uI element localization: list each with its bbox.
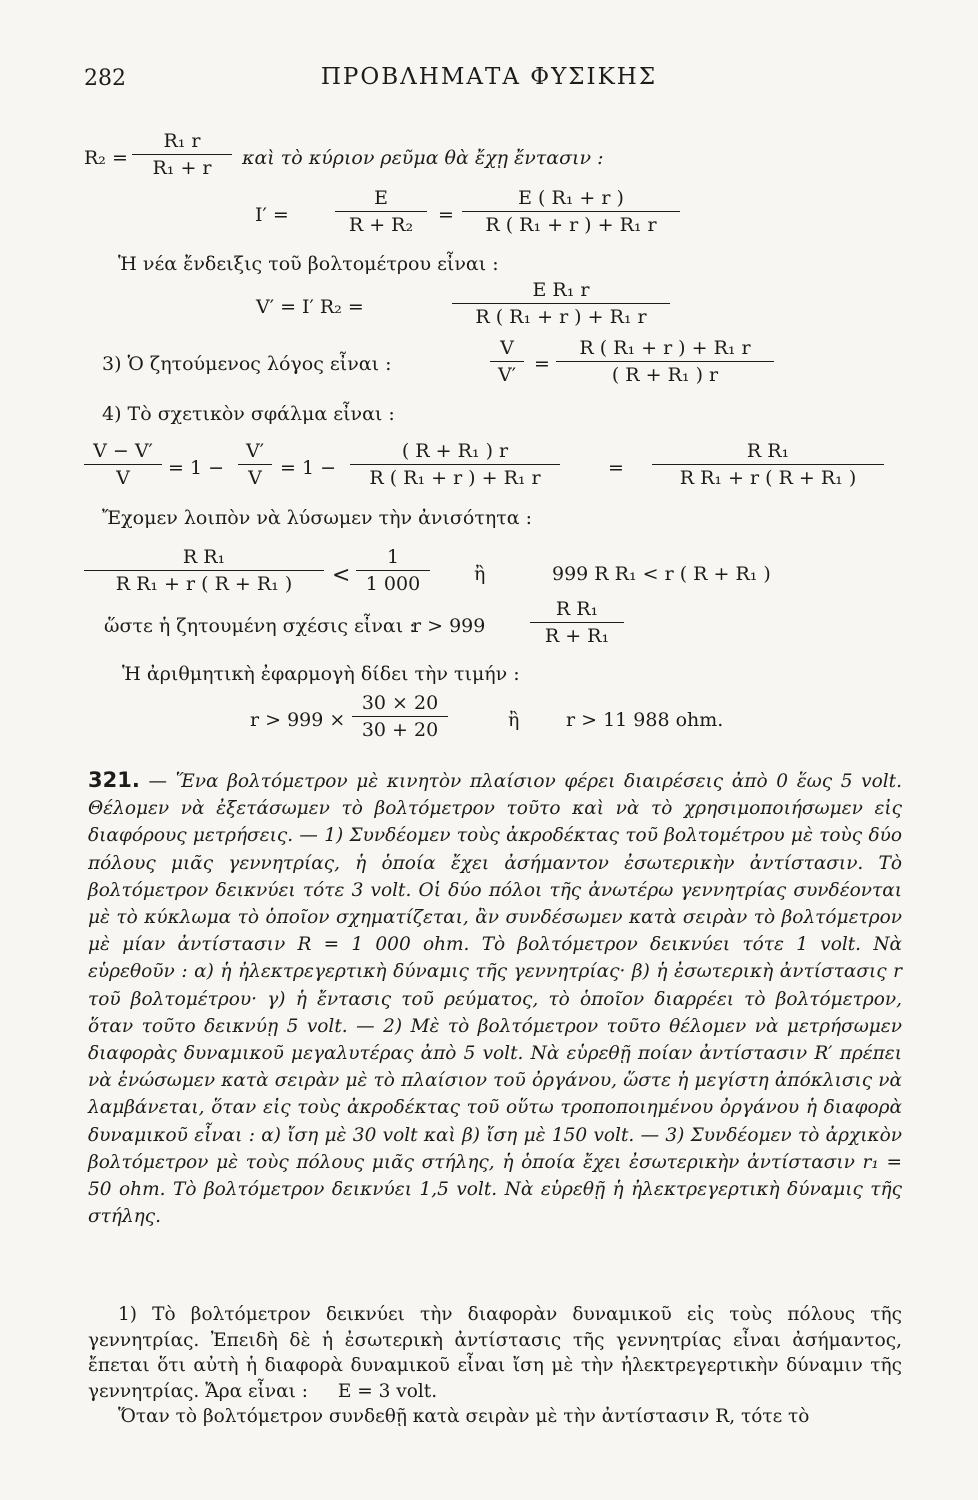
current-numerator-1: E xyxy=(335,187,427,212)
numeric-intro: Ἡ ἀριθμητικὴ ἐφαρμογὴ δίδει τὴν τιμήν : xyxy=(122,663,520,685)
inequality-lt: < xyxy=(332,563,351,588)
error-denominator-4: R R₁ + r ( R + R₁ ) xyxy=(679,467,857,489)
solution xyxy=(88,1302,902,1430)
voltage-lhs: V′ = I′ R₂ = xyxy=(256,296,364,318)
current-denominator-1: R + R₂ xyxy=(348,214,414,236)
current-lhs: I′ = xyxy=(255,204,289,226)
solution-paragraph-2: Ὅταν τὸ βολτόμετρον συνδεθῇ κατὰ σειρὰν μὲ τὴν ἀντίστασιν R, τότε τὸ xyxy=(118,1406,810,1427)
current-numerator-2: E ( R₁ + r ) xyxy=(462,187,680,212)
voltage-denominator: R ( R₁ + r ) + R₁ r xyxy=(475,306,647,328)
solution-paragraph-1 xyxy=(88,1302,902,1404)
numeric-fraction xyxy=(352,692,448,741)
relation-denominator: R + R₁ xyxy=(544,625,610,647)
inequality-alt: 999 R R₁ < r ( R + R₁ ) xyxy=(552,563,771,585)
solution-equation: E = 3 volt. xyxy=(337,1380,438,1402)
r2-fraction xyxy=(132,130,232,179)
numeric-lhs: r > 999 × xyxy=(250,709,346,731)
r2-denominator: R₁ + r xyxy=(152,157,212,179)
problem-number: 321. xyxy=(88,768,140,792)
page-number: 282 xyxy=(84,66,126,91)
error-fraction-4 xyxy=(652,440,884,489)
inequality-denominator: R R₁ + r ( R + R₁ ) xyxy=(115,573,293,595)
problem-321 xyxy=(88,767,902,1230)
ratio-denominator: V′ xyxy=(497,364,517,386)
error-fraction-2 xyxy=(238,440,272,489)
error-denominator-1: V xyxy=(116,467,130,489)
relation-numerator: R R₁ xyxy=(530,598,624,623)
r2-text: καὶ τὸ κύριον ρεῦμα θὰ ἔχῃ ἔντασιν : xyxy=(242,147,604,169)
inequality-numerator: R R₁ xyxy=(84,546,324,571)
ratio-fraction-2 xyxy=(556,337,774,386)
r2-numerator: R₁ r xyxy=(132,130,232,155)
error-numerator-2: V′ xyxy=(238,440,272,465)
error-intro: 4) Τὸ σχετικὸν σφάλμα εἶναι : xyxy=(102,403,395,425)
relation-intro: ὥστε ἡ ζητουμένη σχέσις εἶναι : xyxy=(104,615,416,637)
error-mid-1: = 1 − xyxy=(168,457,225,479)
error-numerator-1: V − V′ xyxy=(84,440,162,465)
solution-text-1: 1) Τὸ βολτόμετρον δεικνύει τὴν διαφορὰν δυναμικοῦ εἰς τοὺς πόλους τῆς γεννητρίας. Ἐπειδὴ δὲ ἡ ἐσωτερικὴ ἀντίστασις τῆς γεννητρίας εἶναι ἀσήμαντος, ἔπεται ὅτι αὐτὴ ἡ διαφορὰ δυναμικοῦ εἶναι ἴση μὲ τὴν ἠλεκτρεγερτικὴν δύναμιν τῆς γεννητρίας. Ἄρα εἶναι : xyxy=(88,1304,902,1402)
inequality-denominator-2: 1 000 xyxy=(365,573,421,595)
relation-lhs: r > 999 xyxy=(412,615,486,637)
numeric-or: ἢ xyxy=(508,709,520,731)
ratio-denominator-2: ( R + R₁ ) r xyxy=(611,364,719,386)
numeric-result: r > 11 988 ohm. xyxy=(566,709,724,731)
ratio-fraction-1 xyxy=(490,337,524,386)
error-mid-2: = 1 − xyxy=(280,457,337,479)
error-denominator-2: V xyxy=(248,467,262,489)
voltmeter-intro: Ἡ νέα ἔνδειξις τοῦ βολτομέτρου εἶναι : xyxy=(118,253,499,275)
r2-lhs: R₂ = xyxy=(84,147,128,169)
running-title: ΠΡΟΒΛΗΜΑΤΑ ΦΥΣΙΚΗΣ xyxy=(320,64,658,90)
current-denominator-2: R ( R₁ + r ) + R₁ r xyxy=(485,214,657,236)
inequality-fraction-2 xyxy=(356,546,430,595)
ratio-numerator-2: R ( R₁ + r ) + R₁ r xyxy=(556,337,774,362)
error-mid-3: = xyxy=(608,457,624,479)
inequality-or: ἢ xyxy=(474,563,486,585)
relation-fraction xyxy=(530,598,624,647)
error-fraction-3 xyxy=(350,440,560,489)
current-fraction-2 xyxy=(462,187,680,236)
voltage-numerator: E R₁ r xyxy=(452,279,670,304)
voltage-fraction xyxy=(452,279,670,328)
error-fraction-1 xyxy=(84,440,162,489)
inequality-intro: Ἔχομεν λοιπὸν νὰ λύσωμεν τὴν ἀνισότητα : xyxy=(102,507,532,529)
inequality-fraction xyxy=(84,546,324,595)
numeric-denominator: 30 + 20 xyxy=(361,719,439,741)
ratio-numerator: V xyxy=(490,337,524,362)
error-denominator-3: R ( R₁ + r ) + R₁ r xyxy=(369,467,541,489)
current-fraction-1 xyxy=(335,187,427,236)
error-numerator-3: ( R + R₁ ) r xyxy=(350,440,560,465)
current-eq: = xyxy=(438,204,454,226)
ratio-intro: 3) Ὁ ζητούμενος λόγος εἶναι : xyxy=(102,353,392,375)
numeric-numerator: 30 × 20 xyxy=(352,692,448,717)
inequality-numerator-2: 1 xyxy=(356,546,430,571)
problem-text: — Ἕνα βολτόμετρον μὲ κινητὸν πλαίσιον φέρει διαιρέσεις ἀπὸ 0 ἕως 5 volt. Θέλομεν νὰ ἐξετάσωμεν τὸ βολτόμετρον τοῦτο καὶ νὰ τὸ χρησιμοποιήσωμεν εἰς διαφόρους μετρήσεις. — 1) Συνδέομεν τοὺς ἀκροδέκτας τοῦ βολτομέτρου μὲ τοὺς δύο πόλους μιᾶς γεννητρίας, ἡ ὁποία ἔχει ἀσήμαντον ἐσωτερικὴν ἀντίστασιν. Τὸ βολτόμετρον δεικνύει τότε 3 volt. Οἱ δύο πόλοι τῆς ἀνωτέρω γεννητρίας συνδέονται μὲ τὸ κύκλωμα τὸ ὁποῖον σχηματίζεται, ἂν συνδέσωμεν κατὰ σειρὰν τὸ βολτόμετρον μὲ μίαν ἀντίστασιν R = 1 000 ohm. Τὸ βολτόμετρον δεικνύει τότε 1 volt. Νὰ εὑρεθοῦν : α) ἡ ἠλεκτρεγερτικὴ δύναμις τῆς γεννητρίας· β) ἡ ἐσωτερικὴ ἀντίστασις r τοῦ βολτομέτρου· γ) ἡ ἔντασις τοῦ ρεύματος, τὸ ὁποῖον διαρρέει τὸ βολτόμετρον, ὅταν τοῦτο δεικνύῃ 5 volt. — 2) Μὲ τὸ βολτόμετρον τοῦτο θέλομεν νὰ μετρήσωμεν διαφορὰς δυναμικοῦ μεγαλυτέρας ἀπὸ 5 volt. Νὰ εὑρεθῇ ποίαν ἀντίστασιν R′ πρέπει νὰ ἑνώσωμεν κατὰ σειρὰν μὲ τὸ πλαίσιον τοῦ ὀργάνου, ὥστε ἡ μεγίστη ἀπόκλισις νὰ λαμβάνεται, ὅταν εἰς τοὺς ἀκροδέκτας τοῦ οὕτω τροποποιημένου ὀργάνου ἡ διαφορὰ δυναμικοῦ εἶναι : α) ἴση μὲ 30 volt καὶ β) ἴση μὲ 150 volt. — 3) Συνδέομεν τὸ ἀρχικὸν βολτόμετρον μὲ τοὺς πόλους μιᾶς στήλης, ἡ ὁποία ἔχει ἐσωτερικὴν ἀντίστασιν r₁ = 50 ohm. Τὸ βολτόμετρον δεικνύει 1,5 volt. Νὰ εὑρεθῇ ἡ ἠλεκτρεγερτικὴ δύναμις τῆς στήλης. xyxy=(88,771,902,1228)
error-numerator-4: R R₁ xyxy=(652,440,884,465)
ratio-eq: = xyxy=(534,353,550,375)
